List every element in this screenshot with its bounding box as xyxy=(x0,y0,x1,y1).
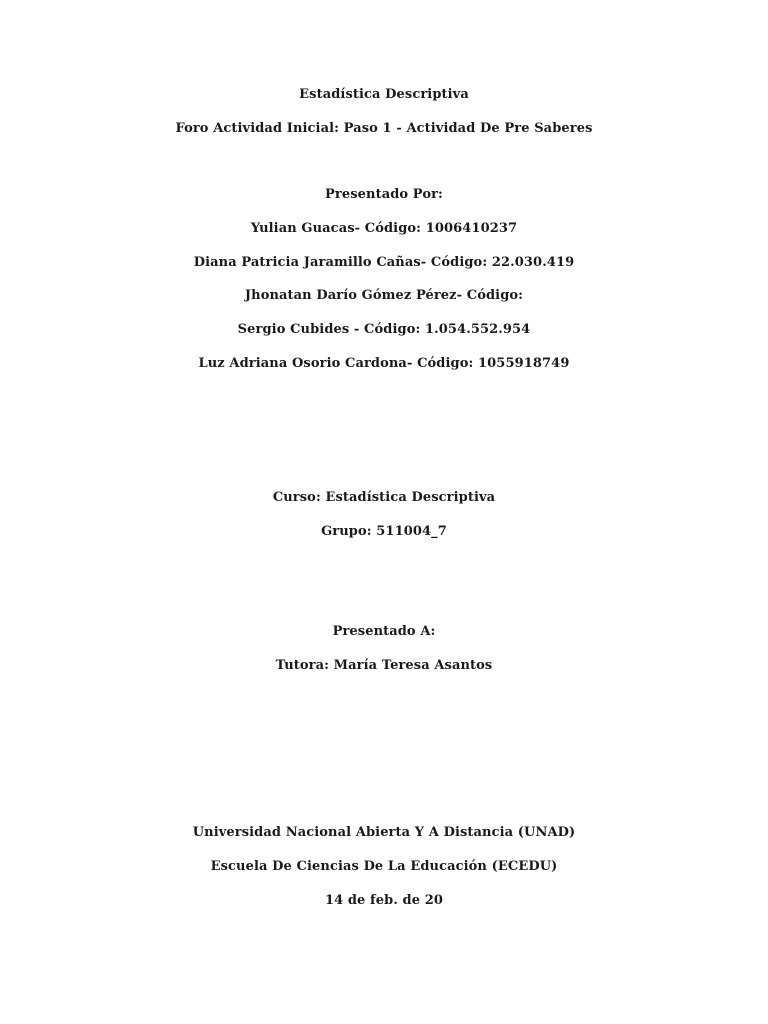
document-subject: Estadística Descriptiva xyxy=(299,87,469,102)
document-date: 14 de feb. de 20 xyxy=(324,893,444,908)
activity-title: Foro Actividad Inicial: Paso 1 - Actividad De Pre Saberes xyxy=(175,121,593,136)
author-line: Luz Adriana Osorio Cardona- Código: 1055918749 xyxy=(198,356,570,371)
school-name: Escuela De Ciencias De La Educación (ECEDU) xyxy=(210,859,558,874)
presented-to-heading: Presentado A: xyxy=(332,624,436,639)
author-line: Jhonatan Darío Gómez Pérez- Código: xyxy=(244,288,524,303)
author-line: Diana Patricia Jaramillo Cañas- Código: 22.030.419 xyxy=(193,255,575,270)
course-name: Curso: Estadística Descriptiva xyxy=(272,490,496,505)
author-line: Yulian Guacas- Código: 1006410237 xyxy=(250,221,518,236)
tutor-name: Tutora: María Teresa Asantos xyxy=(275,658,493,673)
university-name: Universidad Nacional Abierta Y A Distancia (UNAD) xyxy=(192,825,576,840)
author-line: Sergio Cubides - Código: 1.054.552.954 xyxy=(237,322,531,337)
presented-by-heading: Presentado Por: xyxy=(325,187,443,202)
course-group: Grupo: 511004_7 xyxy=(321,524,447,539)
